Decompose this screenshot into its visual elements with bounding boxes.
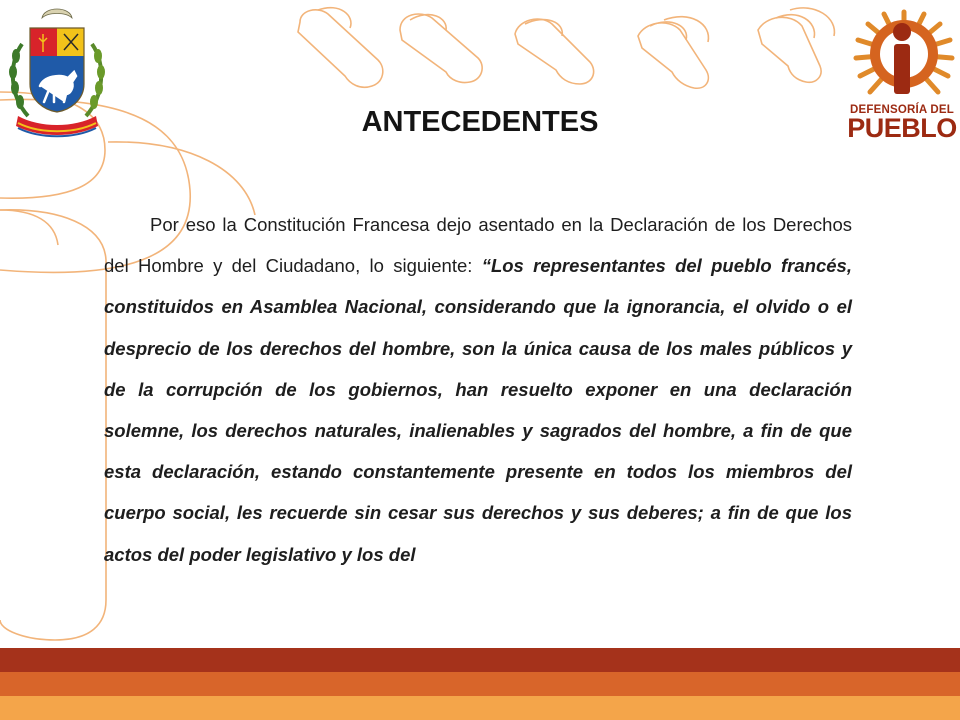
page-title: ANTECEDENTES [361,106,599,138]
footer-band-top [0,648,960,672]
body-paragraph [104,204,852,575]
footer-band-middle [0,672,960,696]
paragraph-intro: Por eso la Constitución Francesa dejo asentado en la Declaración de los Derechos del Hombre y del Ciudadano, lo siguiente: [104,214,852,277]
paragraph-quote: “Los representantes del pueblo francés, constituidos en Asamblea Nacional, considerando que la ignorancia, el olvido o el desprecio de los derechos del hombre, son la única causa de los males públicos y de la corrupción de los gobiernos, han resuelto exponer en una declaración solemne, los derechos naturales, inalienables y sagrados del hombre, a fin de que esta declaración, estando constantemente presente en todos los miembros del cuerpo social, les recuerde sin cesar sus derechos y sus deberes; a fin de que los actos del poder legislativo y los del [104,255,852,565]
footer-band-bottom [0,696,960,720]
logo-text-defensoria: DEFENSORÍA DEL [850,104,954,116]
footer-bands [0,648,960,720]
coat-of-arms-emblem [4,4,110,144]
logo-text-pueblo: PUEBLO [847,113,957,143]
